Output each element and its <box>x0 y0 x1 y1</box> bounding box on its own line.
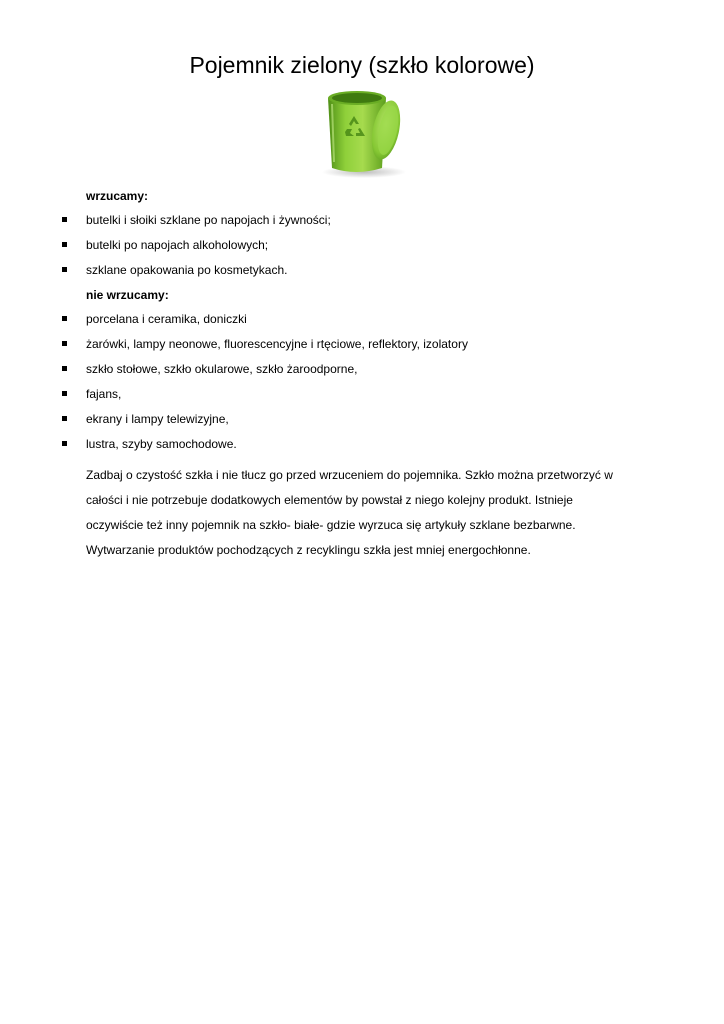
list-item <box>0 411 724 436</box>
accepted-heading: wrzucamy: <box>86 189 149 203</box>
list-item-text: szkło stołowe, szkło okularowe, szkło żaroodporne, <box>86 362 358 376</box>
green-recycling-bin-icon <box>316 84 412 180</box>
list-item-text: butelki po napojach alkoholowych; <box>86 238 269 252</box>
list-item-text: fajans, <box>86 387 122 401</box>
list-item-text: ekrany i lampy telewizyjne, <box>86 412 229 426</box>
accepted-items-list <box>0 212 724 287</box>
bullet-icon <box>62 416 67 421</box>
page-title: Pojemnik zielony (szkło kolorowe) <box>189 52 535 78</box>
rejected-items-list <box>0 311 724 461</box>
list-item <box>0 311 724 336</box>
bullet-icon <box>62 366 67 371</box>
list-item-text: lustra, szyby samochodowe. <box>86 437 237 451</box>
paragraph-line: całości i nie potrzebuje dodatkowych elementów by powstał z niego kolejny produkt. Istnieje <box>86 493 573 507</box>
list-item-text: szklane opakowania po kosmetykach. <box>86 263 288 277</box>
info-paragraph <box>86 467 646 567</box>
paragraph-line: Zadbaj o czystość szkła i nie tłucz go przed wrzuceniem do pojemnika. Szkło można przetworzyć w <box>86 468 613 482</box>
bullet-icon <box>62 267 67 272</box>
list-item <box>0 336 724 361</box>
rejected-heading: nie wrzucamy: <box>86 288 169 302</box>
bullet-icon <box>62 441 67 446</box>
list-item <box>0 237 724 262</box>
list-item <box>0 386 724 411</box>
list-item <box>0 361 724 386</box>
list-item-text: butelki i słoiki szklane po napojach i żywności; <box>86 213 331 227</box>
list-item-text: żarówki, lampy neonowe, fluorescencyjne i rtęciowe, reflektory, izolatory <box>86 337 468 351</box>
list-item <box>0 262 724 287</box>
paragraph-line: oczywiście też inny pojemnik na szkło- białe- gdzie wyrzuca się artykuły szklane bezbarwne. <box>86 518 576 532</box>
paragraph-line: Wytwarzanie produktów pochodzących z recyklingu szkła jest mniej energochłonne. <box>86 543 531 557</box>
bullet-icon <box>62 217 67 222</box>
bullet-icon <box>62 316 67 321</box>
list-item <box>0 212 724 237</box>
bullet-icon <box>62 341 67 346</box>
bullet-icon <box>62 242 67 247</box>
bullet-icon <box>62 391 67 396</box>
list-item <box>0 436 724 461</box>
list-item-text: porcelana i ceramika, doniczki <box>86 312 247 326</box>
